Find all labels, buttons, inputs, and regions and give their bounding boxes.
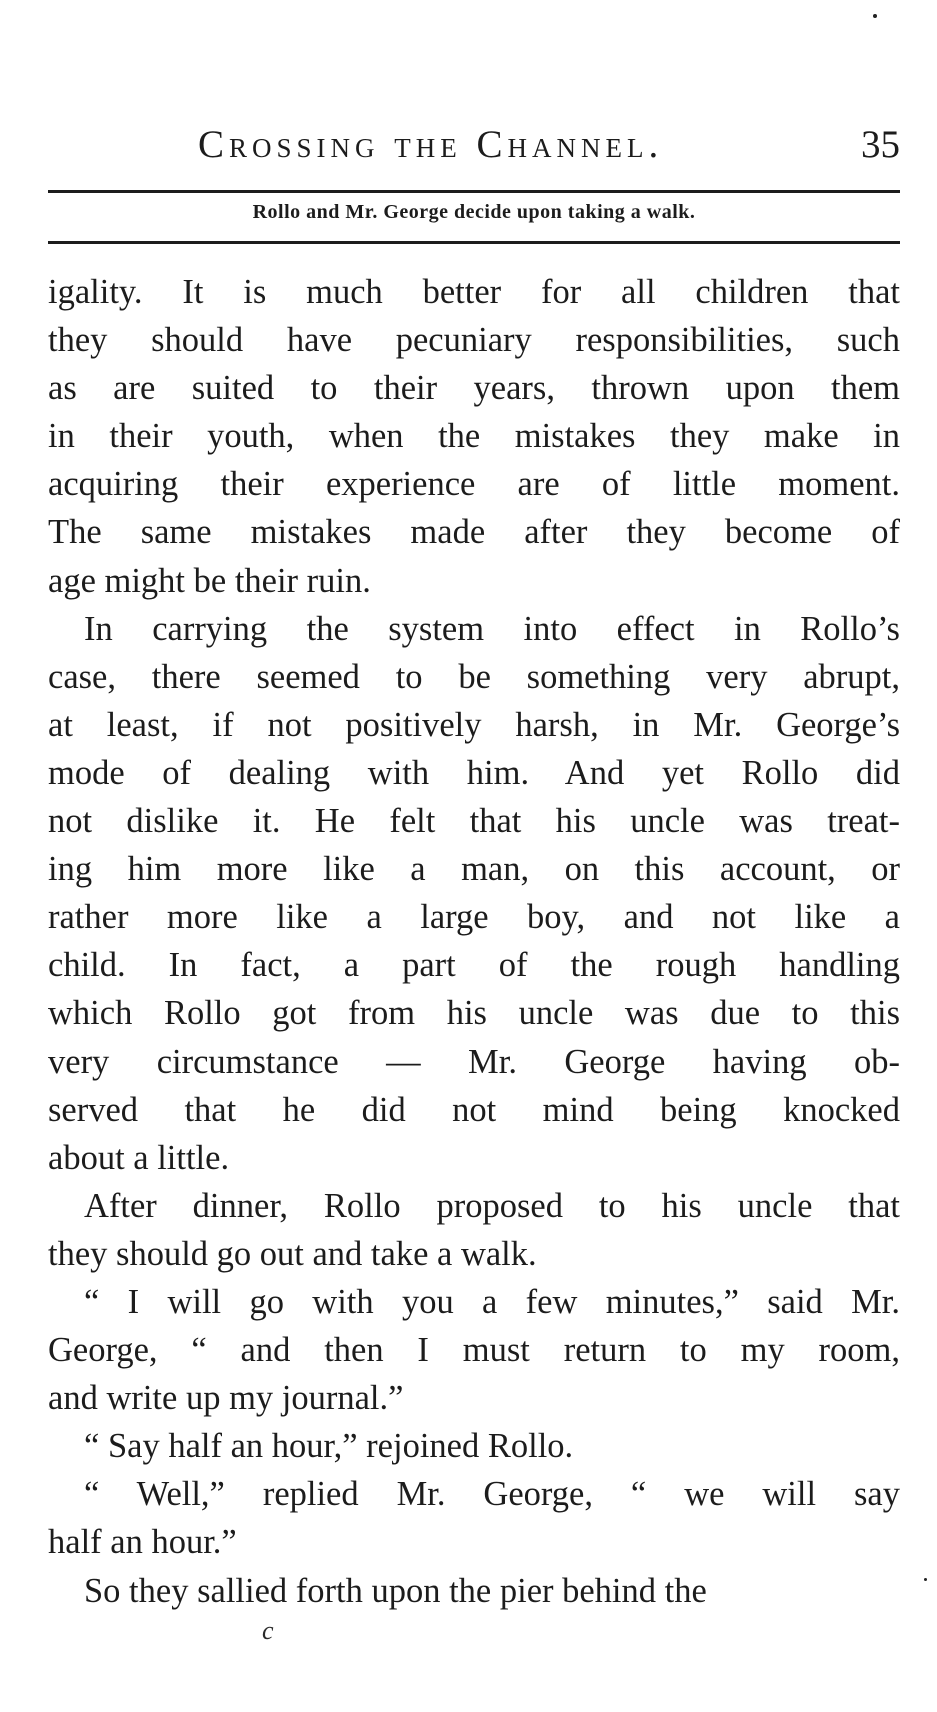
text-line: as are suited to their years, thrown upon them <box>48 369 900 408</box>
paragraph <box>48 268 900 605</box>
text-line: served that he did not mind being knocked <box>48 1090 900 1129</box>
text-line: age might be their ruin. <box>48 561 371 600</box>
paragraph <box>48 1567 900 1615</box>
running-head <box>48 118 900 178</box>
text-line: very circumstance — Mr. George having ob- <box>48 1042 900 1081</box>
page-number: 35 <box>861 123 900 166</box>
text-line: half an hour.” <box>48 1523 237 1562</box>
text-line: which Rollo got from his uncle was due to this <box>48 994 900 1033</box>
text-line: “ Say half an hour,” rejoined Rollo. <box>84 1427 574 1466</box>
paragraph <box>48 605 900 1182</box>
ink-speck <box>924 1578 927 1581</box>
paragraph <box>48 1422 900 1470</box>
paragraph <box>48 1278 900 1422</box>
page-subhead: Rollo and Mr. George decide upon taking a walk. <box>252 201 696 223</box>
text-line: “ Well,” replied Mr. George, “ we will say <box>84 1475 900 1514</box>
text-line: in their youth, when the mistakes they make in <box>48 417 900 456</box>
text-line: igality. It is much better for all children that <box>48 273 900 311</box>
text-line: they should go out and take a walk. <box>48 1234 537 1273</box>
text-line: After dinner, Rollo proposed to his uncle that <box>84 1186 900 1225</box>
text-line: they should have pecuniary responsibilities, such <box>48 321 900 360</box>
text-line: “ I will go with you a few minutes,” said Mr. <box>84 1282 900 1321</box>
text-line: ing him more like a man, on this account, or <box>48 850 900 889</box>
signature-mark: c <box>262 1616 274 1645</box>
header-rule-bottom <box>48 241 900 244</box>
text-line: not dislike it. He felt that his uncle was treat- <box>48 802 900 841</box>
text-line: In carrying the system into effect in Rollo’s <box>84 609 900 648</box>
text-line: So they sallied forth upon the pier behind the <box>84 1571 707 1610</box>
ink-speck <box>873 14 877 18</box>
paragraph <box>48 1182 900 1278</box>
header-rule-top <box>48 190 900 193</box>
running-title: Crossing the Channel. <box>198 123 664 166</box>
text-line: George, “ and then I must return to my room, <box>48 1331 900 1370</box>
text-line: mode of dealing with him. And yet Rollo did <box>48 753 900 792</box>
text-line: rather more like a large boy, and not like a <box>48 898 900 937</box>
text-line: at least, if not positively harsh, in Mr. George’s <box>48 705 900 744</box>
text-line: about a little. <box>48 1138 230 1177</box>
text-line: case, there seemed to be something very abrupt, <box>48 657 900 696</box>
text-line: and write up my journal.” <box>48 1379 404 1418</box>
text-line: The same mistakes made after they become of <box>48 513 900 552</box>
text-line: child. In fact, a part of the rough handling <box>48 946 900 985</box>
paragraph <box>48 1470 900 1566</box>
text-line: acquiring their experience are of little moment. <box>48 465 900 504</box>
body-text <box>48 268 900 1615</box>
